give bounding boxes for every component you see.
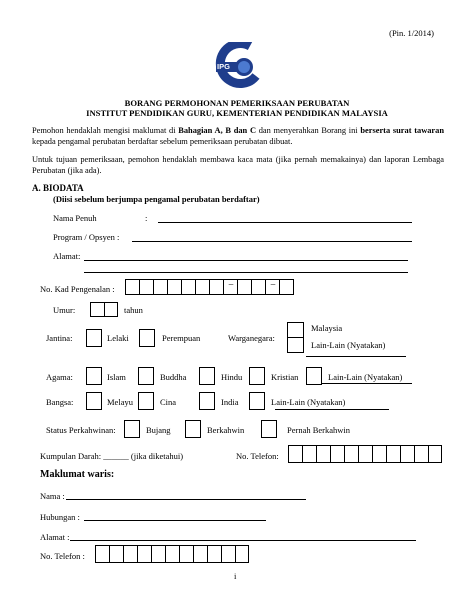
- pernah-berkahwin-checkbox[interactable]: [261, 420, 277, 438]
- section-a-heading: A. BIODATA: [32, 183, 84, 193]
- bujang-label: Bujang: [146, 425, 171, 435]
- umur-input[interactable]: [90, 302, 118, 317]
- instruction-text: Pemohon hendaklah mengisi maklumat di: [32, 126, 179, 135]
- india-checkbox[interactable]: [199, 392, 215, 410]
- page-number: i: [234, 571, 237, 581]
- perempuan-checkbox[interactable]: [139, 329, 155, 347]
- melayu-label: Melayu: [107, 397, 133, 407]
- institution-title: INSTITUT PENDIDIKAN GURU, KEMENTERIAN PENDIDIKAN MALAYSIA: [86, 108, 388, 118]
- buddha-checkbox[interactable]: [138, 367, 154, 385]
- bangsa-label: Bangsa:: [46, 397, 74, 407]
- berkahwin-label: Berkahwin: [207, 425, 245, 435]
- malaysia-checkbox[interactable]: [287, 322, 304, 338]
- kumpulan-darah-label: Kumpulan Darah: ______ (jika diketahui): [40, 451, 184, 461]
- agama-lain-label: Lain-Lain (Nyatakan): [328, 372, 403, 382]
- section-a-subheading: (Diisi sebelum berjumpa pengamal perubatan berdaftar): [53, 194, 260, 204]
- lelaki-label: Lelaki: [107, 333, 129, 343]
- islam-label: Islam: [107, 372, 126, 382]
- lelaki-checkbox[interactable]: [86, 329, 102, 347]
- waris-alamat-label: Alamat :: [40, 532, 70, 542]
- waris-alamat-input-line-1[interactable]: [70, 540, 416, 541]
- waris-hubungan-input[interactable]: [84, 520, 266, 521]
- kad-pengenalan-label: No. Kad Pengenalan :: [40, 284, 115, 294]
- ic-separator-1: –: [228, 279, 234, 289]
- agama-lain-checkbox[interactable]: [306, 367, 322, 385]
- logo-text: IPG: [217, 62, 230, 71]
- cina-checkbox[interactable]: [138, 392, 154, 410]
- alamat-input-line-2[interactable]: [84, 272, 408, 273]
- kristian-label: Kristian: [271, 372, 299, 382]
- islam-checkbox[interactable]: [86, 367, 102, 385]
- status-perkahwinan-label: Status Perkahwinan:: [46, 425, 116, 435]
- nama-penuh-input[interactable]: [158, 222, 412, 223]
- umur-label: Umur:: [53, 305, 76, 315]
- berkahwin-checkbox[interactable]: [185, 420, 201, 438]
- instruction-text: dan menyerahkan Borang ini: [256, 126, 361, 135]
- buddha-label: Buddha: [160, 372, 187, 382]
- agama-label: Agama:: [46, 372, 73, 382]
- instruction-paragraph-1: [32, 126, 444, 147]
- form-title: BORANG PERMOHONAN PEMERIKSAAN PERUBATAN: [124, 98, 350, 108]
- pernah-berkahwin-label: Pernah Berkahwin: [287, 425, 351, 435]
- program-input[interactable]: [132, 241, 412, 242]
- no-telefon-input[interactable]: [288, 445, 442, 463]
- cina-label: Cina: [160, 397, 177, 407]
- warganegara-lain-label: Lain-Lain (Nyatakan): [311, 340, 386, 350]
- hindu-label: Hindu: [221, 372, 243, 382]
- kad-pengenalan-input[interactable]: [125, 279, 294, 295]
- warganegara-lain-checkbox[interactable]: [287, 337, 304, 353]
- warganegara-label: Warganegara:: [228, 333, 275, 343]
- hindu-checkbox[interactable]: [199, 367, 215, 385]
- malaysia-label: Malaysia: [311, 323, 343, 333]
- alamat-label: Alamat:: [53, 251, 81, 261]
- waris-nama-label: Nama :: [40, 491, 65, 501]
- form-code: (Pin. 1/2014): [389, 28, 434, 38]
- instruction-text: kepada pengamal perubatan berdaftar sebelum pemeriksaan perubatan dibuat.: [32, 136, 293, 146]
- ipg-logo: [210, 42, 266, 90]
- perempuan-label: Perempuan: [162, 333, 201, 343]
- waris-hubungan-label: Hubungan :: [40, 512, 80, 522]
- maklumat-waris-heading: Maklumat waris:: [40, 469, 115, 480]
- melayu-checkbox[interactable]: [86, 392, 102, 410]
- instruction-paragraph-2: Untuk tujuan pemeriksaan, pemohon hendaklah membawa kaca mata (jika pernah memakainya) dan laporan Lembaga Perubatan (jika ada).: [32, 155, 444, 175]
- nama-penuh-colon: :: [145, 213, 148, 223]
- no-telefon-label: No. Telefon:: [236, 451, 279, 461]
- instruction-bold-offer-letter: berserta surat tawaran: [360, 126, 444, 135]
- bujang-checkbox[interactable]: [124, 420, 140, 438]
- bangsa-lain-input[interactable]: [275, 409, 389, 410]
- instruction-bold-sections: Bahagian A, B dan C: [178, 126, 256, 135]
- waris-nama-input[interactable]: [66, 499, 306, 500]
- waris-telefon-input[interactable]: [95, 545, 249, 563]
- alamat-input-line-1[interactable]: [84, 260, 408, 261]
- agama-lain-input[interactable]: [322, 383, 412, 384]
- bangsa-lain-checkbox[interactable]: [249, 392, 265, 410]
- bangsa-lain-label: Lain-Lain (Nyatakan): [271, 397, 346, 407]
- jantina-label: Jantina:: [46, 333, 73, 343]
- ic-separator-2: –: [270, 279, 276, 289]
- waris-telefon-label: No. Telefon :: [40, 551, 85, 561]
- tahun-label: tahun: [124, 305, 143, 315]
- kristian-checkbox[interactable]: [249, 367, 265, 385]
- india-label: India: [221, 397, 239, 407]
- nama-penuh-label: Nama Penuh: [53, 213, 97, 223]
- program-label: Program / Opsyen :: [53, 232, 120, 242]
- warganegara-lain-input[interactable]: [306, 356, 406, 357]
